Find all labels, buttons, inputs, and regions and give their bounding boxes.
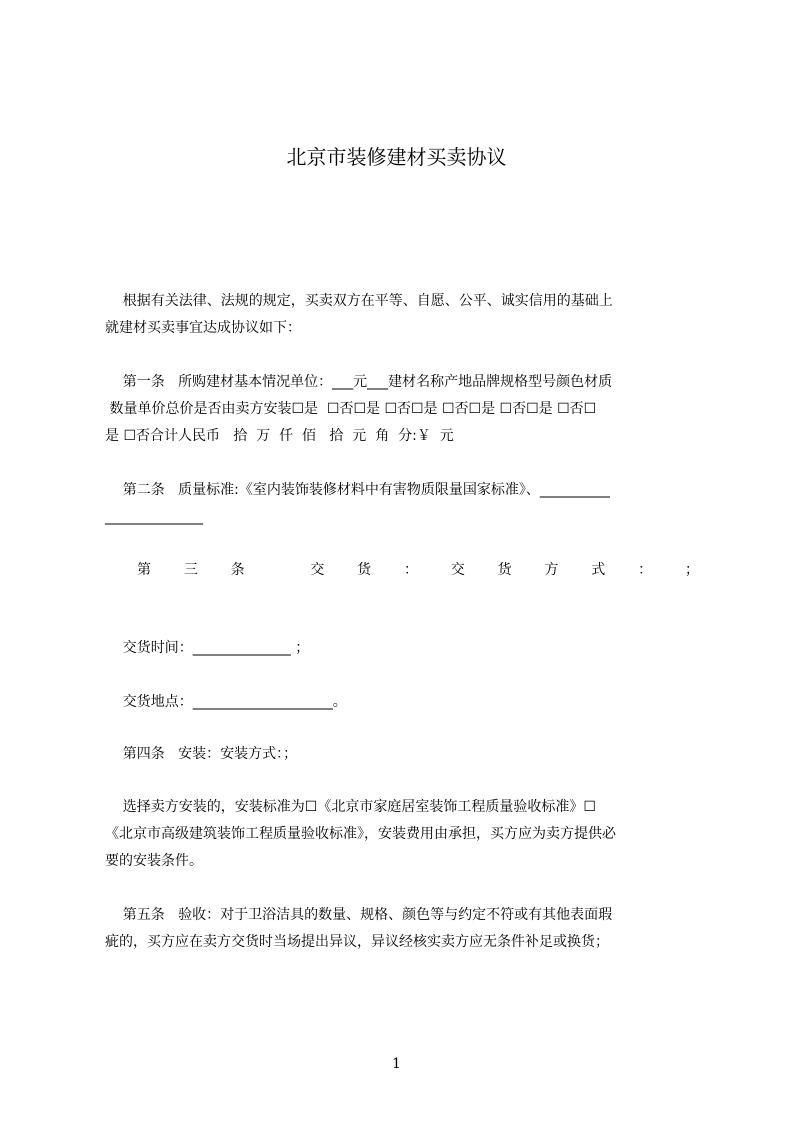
article-3-part: 交: [450, 562, 465, 578]
document-title: 北京市装修建材买卖协议: [286, 145, 507, 169]
article-3-part: 第: [137, 562, 151, 578]
article-1-line-1: 第一条 所购建材基本情况单位：___元___建材名称产地品牌规格型号颜色材质: [105, 374, 613, 390]
article-3-part: 货: [357, 562, 372, 578]
article-5-line-2: 疵的，买方应在卖方交货时当场提出异议，异议经核实卖方应无条件补足或换货；: [105, 934, 609, 950]
install-line-1: 选择卖方安装的，安装标准为☐《北京市家庭居室装饰工程质量验收标准》☐: [105, 799, 596, 815]
article-3-part: ：: [638, 562, 653, 578]
article-3-part: 方: [544, 562, 559, 578]
article-1-line-2: 数量单价总价是否由卖方安装☐是 ☐否☐是 ☐否☐是 ☐否☐是 ☐否☐是 ☐否☐: [105, 401, 597, 417]
article-3-part: 三: [183, 562, 198, 578]
intro-line-2: 就建材买卖事宜达成协议如下：: [105, 320, 301, 336]
article-4-line-1: 第四条 安装：安装方式：；: [105, 746, 298, 762]
article-3-part: ：: [403, 562, 418, 578]
delivery-time: 交货时间：______________ ；: [105, 640, 310, 656]
article-3-part: 式: [591, 562, 606, 578]
page-number: 1: [392, 1056, 401, 1072]
article-3-part: ；: [684, 562, 699, 578]
article-3-line: [137, 560, 699, 580]
article-3-part: 交: [310, 562, 325, 578]
delivery-place: 交货地点：____________________。: [105, 694, 347, 710]
article-3-part: 条: [230, 562, 245, 578]
article-2-line-1: 第二条 质量标准:《室内装饰装修材料中有害物质限量国家标准》、__________: [105, 482, 610, 498]
intro-line-1: 根据有关法律、法规的规定，买卖双方在平等、自愿、公平、诚实信用的基础上: [105, 293, 613, 309]
install-line-2: 《北京市高级建筑装饰工程质量验收标准》，安装费用由承担，买方应为卖方提供必: [105, 826, 616, 842]
article-3-part: 货: [497, 562, 512, 578]
article-1-line-3: 是 ☐否合计人民币 拾 万 仟 佰 拾 元 角 分:￥ 元: [105, 428, 454, 444]
article-5-line-1: 第五条 验收：对于卫浴洁具的数量、规格、颜色等与约定不符或有其他表面瑕: [105, 907, 613, 923]
install-line-3: 要的安装条件。: [105, 853, 203, 869]
article-2-line-2: ______________: [105, 509, 203, 525]
